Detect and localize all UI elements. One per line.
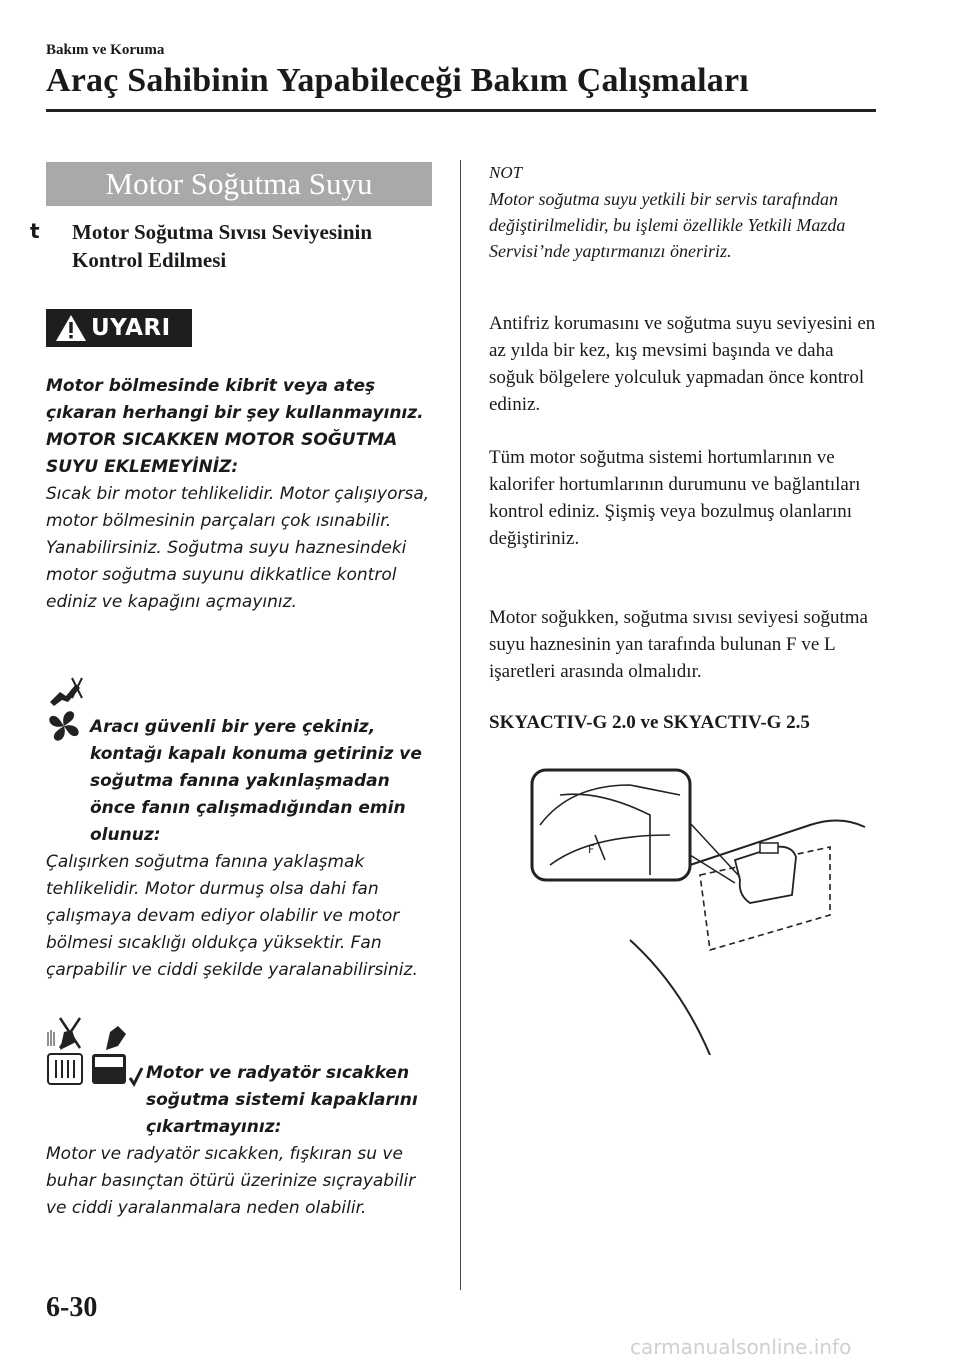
warning-block-1-text: Sıcak bir motor tehlikelidir. Motor çalışıyorsa, motor bölmesinin parçaları çok ısınabilir. Yanabilirsiniz. Soğutma suyu haznesindeki motor soğutma suyunu dikkatlice kontrol ediniz ve kapağını açmayınız. xyxy=(46,484,430,612)
body-paragraph-3: Motor soğukken, soğutma sıvısı seviyesi soğutma suyu haznesinin yan tarafında bulunan F ve L işaretleri arasında olmalıdır. xyxy=(489,607,868,682)
wheel-arch-line xyxy=(630,940,710,1055)
column-divider xyxy=(460,160,461,1290)
warning-block-2-text: Çalışırken soğutma fanına yaklaşmak tehlikelidir. Motor durmuş olsa dahi fan çalışmaya devam ediyor olabilir ve motor bölmesi sıcaklığı oldukça yüksektir. Fan çarpabilir ve ciddi şekilde yaralanabilirsiniz. xyxy=(46,852,418,980)
warning-block-1-bold: Motor bölmesinde kibrit veya ateş çıkaran herhangi bir şey kullanmayınız. MOTOR SICAKKEN MOTOR SOĞUTMA SUYU EKLEMEYİNİZ: xyxy=(46,376,424,477)
section-label: Bakım ve Koruma xyxy=(46,42,165,58)
warning-block-3 xyxy=(46,1060,436,1222)
body-paragraph-2: Tüm motor soğutma sistemi hortumlarının ve kalorifer hortumlarının durumunu ve bağlantıları kontrol ediniz. Şişmiş veya bozulmuş olanlarını değiştiriniz. xyxy=(489,447,861,549)
engine-model-label: SKYACTIV-G 2.0 ve SKYACTIV-G 2.5 xyxy=(489,712,810,733)
section-title: Motor Soğutma Suyu xyxy=(46,162,432,206)
diagram-mark-f: F xyxy=(588,843,595,856)
subheading-bullet: t xyxy=(30,219,40,243)
warning-label: UYARI xyxy=(91,315,171,341)
reservoir-tank xyxy=(735,847,796,903)
warning-badge xyxy=(46,309,192,347)
watermark: carmanualsonline.info xyxy=(630,1335,852,1359)
warning-triangle-icon xyxy=(55,313,87,343)
note-heading: NOT xyxy=(489,163,523,182)
page-number: 6-30 xyxy=(46,1292,98,1323)
warning-block-2 xyxy=(46,714,436,984)
header-rule xyxy=(46,109,876,112)
warning-block-2-bold: Aracı güvenli bir yere çekiniz, kontağı kapalı konuma getiriniz ve soğutma fanına yakınlaşmadan önce fanın çalışmadığından emin olunuz: xyxy=(90,717,422,845)
warning-block-3-text: Motor ve radyatör sıcakken, fışkıran su ve buhar basınçtan ötürü üzerinize sıçrayabilir ve ciddi yaralanmalara neden olabilir. xyxy=(46,1144,416,1218)
body-paragraph-1: Antifriz korumasını ve soğutma suyu seviyesini en az yılda bir kez, kış mevsimi başında ve daha soğuk bölgelere yolculuk yapmadan önce kontrol ediniz. xyxy=(489,313,876,415)
note-text: Motor soğutma suyu yetkili bir servis tarafından değiştirilmelidir, bu işlemi özellikle Yetkili Mazda Servisi’nde yaptırmanızı öneririz. xyxy=(489,189,846,261)
subheading: Motor Soğutma Sıvısı Seviyesinin Kontrol Edilmesi xyxy=(72,220,373,272)
coolant-reservoir-diagram xyxy=(530,765,870,1055)
page-title: Araç Sahibinin Yapabileceği Bakım Çalışmaları xyxy=(46,62,749,99)
warning-block-1 xyxy=(46,373,436,616)
warning-block-3-bold: Motor ve radyatör sıcakken soğutma sistemi kapaklarını çıkartmayınız: xyxy=(146,1063,418,1137)
